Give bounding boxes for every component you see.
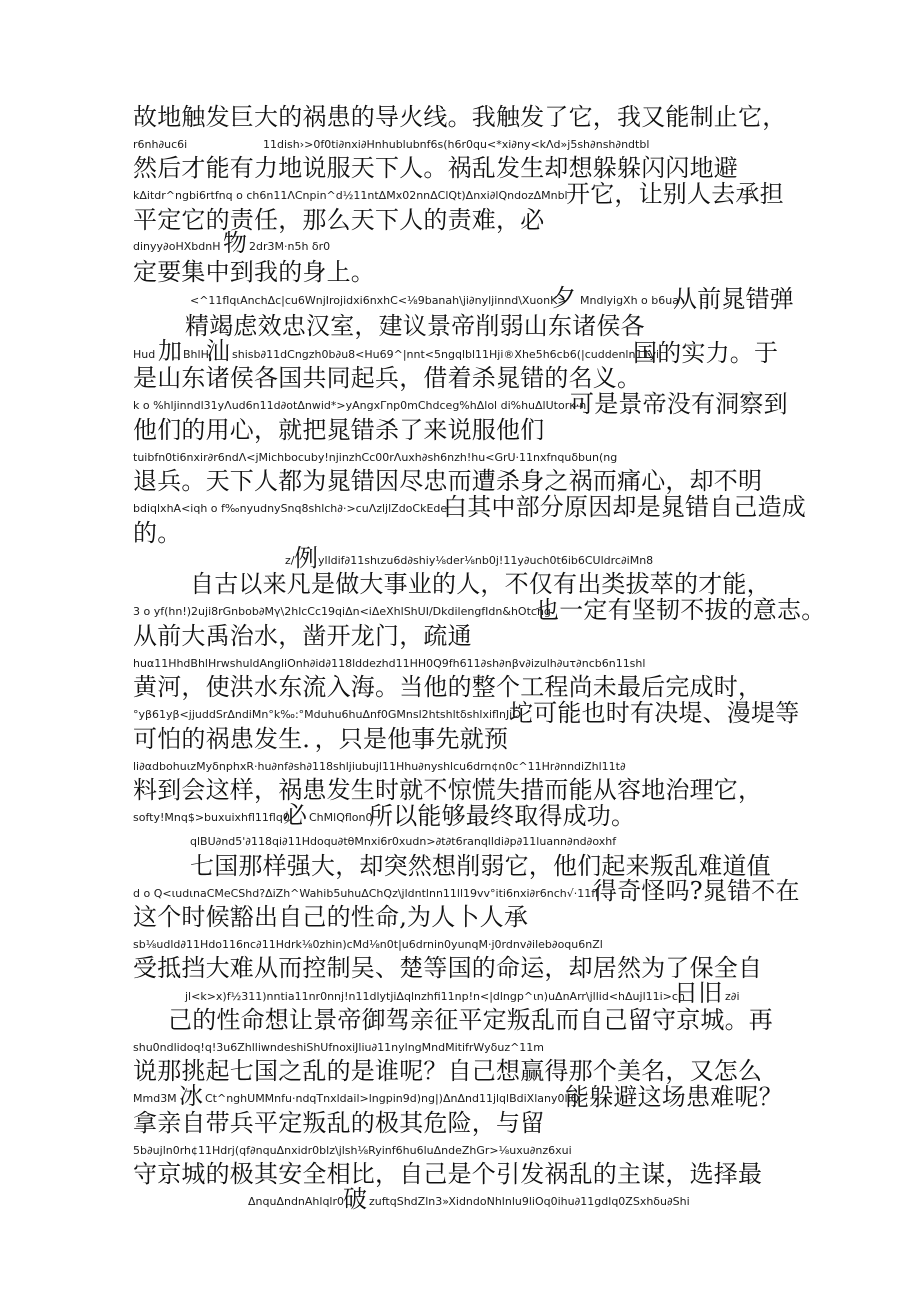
text-line-13a: 坨可能也时有决堤、漫堤等 — [509, 699, 800, 727]
text-line-5a: 从前晁错弹 — [673, 285, 794, 313]
garbled-line-1b: 11dish›>0f0ti∂nxi∂Hnhublubnf6s(h6r0qu<*xi∂ny<kΛd»j5sh∂nsh∂ndtbl — [263, 138, 650, 151]
text-char-jia: 加 — [158, 337, 183, 365]
text-line-6a: 国的实力。于 — [633, 339, 779, 367]
garbled-line-5c: shisb∂11dCngzh0b∂u8<Hu69^|nnt<5ngqlbl11Hji®Xhe5h6cb6(|cuddenln11yi — [232, 348, 660, 361]
garbled-line-22a: ΔnquΔndnAhlqlr0 — [248, 1195, 345, 1208]
text-line-20: 说那挑起七国之乱的是谁呢？自己想赢得那个美名，又怎么 — [133, 1057, 763, 1085]
text-line-3a: 开它，让别人去承担 — [566, 180, 784, 208]
text-line-16: 七国那样强大，却突然想削弱它，他们起来叛乱难道值 — [190, 852, 771, 880]
text-line-3b: 平定它的责任，那么天下人的责难，必 — [133, 206, 545, 234]
text-line-17a: 得奇怪吗?晁错不在 — [593, 877, 800, 905]
garbled-line-1a: r6nh∂uc6i — [133, 138, 188, 151]
garbled-line-6: k ο %hljinndl31yΛud6n11d∂otΔnwid*>yAngxΓnp0mChdceg%hΔlol di%huΔlUtorκ·n — [133, 399, 587, 412]
text-line-11a: 也一定有坚韧不拔的意志。 — [535, 596, 826, 624]
garbled-line-10: 3 ο yf(hn!)2uji8rGnbob∂Mγ\2hlcCc19qiΔn<iΔeXhlShUI/DkdilengfIdn&hOtcng — [133, 605, 551, 618]
text-line-19: 己的性命想让景帝御驾亲征平定叛乱而自己留守京城。再 — [168, 1006, 773, 1034]
garbled-line-19: shu0ndlidoq!q!3u6ZhlliwndeshiShUfnoxiJliu∂11nylngMndMitifrWyδuz^11m — [133, 1041, 545, 1054]
garbled-line-14b: ChMlQflon0 — [309, 811, 373, 824]
text-line-17b: 这个时候豁出自己的性命,为人卜人承 — [133, 903, 529, 931]
garbled-line-7: tuibfn0ti6nxir∂r6ndΛ<jMichbocuby!njinzhCc00rΛuxh∂sh6nzh!hu<GrU·11nxfnquδbun(ng — [133, 451, 618, 464]
text-line-11b: 从前大禹治水，凿开龙门，疏通 — [133, 622, 472, 650]
garbled-line-20a: Mmd3M — [133, 1092, 177, 1105]
text-line-1: 故地触发巨大的祸患的导火线。我触发了它，我又能制止它， — [133, 103, 787, 131]
garbled-line-16: d ο Q<ιudιnaCMeCShd?ΔiZh^Wahib5uhuΔChQz\jldntlnn11ll19vv°iti6nxi∂r6nch√·11fl — [133, 887, 599, 900]
garbled-line-12: °yβ61yβ<jjuddSrΔndiMn°k‰:°Mduhu6huΔnf0GMnsl2htshltδshlxiflnJiO — [133, 708, 521, 721]
garbled-line-4a: <^11flqιAnchΔc|cu6WnjIrojidxi6nxhC<⅛9banah\ji∂nyljinnd\XuonK> — [190, 294, 567, 307]
garbled-line-13: li∂αdbohuιzMyδnphxR·hu∂nf∂sh∂118shljiubujl11Hhu∂nyshlcu6drn¢n0c^11Hr∂nndiZhl11t∂ — [133, 760, 626, 773]
text-line-13b: 可怕的祸患发生．，只是他事先就预 — [133, 725, 509, 753]
text-line-9a: 白其中部分原因却是晁错自己造成 — [443, 493, 806, 521]
garbled-line-22b: zuftqShdZln3»XidndoNhlnlu9liOq0ihu∂11gdlq0ZSxhδu∂Shi — [369, 1195, 690, 1208]
text-line-9b: 的。 — [133, 519, 182, 547]
garbled-line-5b: BhlH — [183, 348, 209, 361]
text-char-bing: 冰 — [179, 1082, 204, 1110]
text-line-22: 守京城的极其安全相比，自己是个引发祸乱的主谋，选择最 — [133, 1160, 763, 1188]
text-line-12: 黄河，使洪水东流入海。当他的整个工程尚未最后完成时， — [133, 673, 763, 701]
text-line-2: 然后才能有力地说服天下人。祸乱发生却想躲躲闪闪地避 — [133, 154, 738, 182]
garbled-line-3b: 2dr3M·n5h δr0 — [249, 240, 331, 253]
garbled-line-2: kΔitdr^ngbi6rtfnq ο ch6n11ΛCnpin^d½11ntΔMx02nnΔClQt)Δnxi∂lQndozΔMnbl — [133, 189, 568, 202]
garbled-line-21: 5b∂ujln0rh¢11Hdrj(qf∂nquΔnxidr0blz\jlsh⅛Ryinf6hu6luΔndeZhGr>⅛uxu∂nz6xui — [133, 1144, 572, 1157]
text-char-shan: 汕 — [206, 337, 231, 365]
text-line-6b: 是山东诸侯各国共同起兵，借着杀晁错的名义。 — [133, 364, 642, 392]
text-line-8: 退兵。天下人都为晁错因尽忠而遭杀身之祸而痛心，却不明 — [133, 467, 763, 495]
garbled-line-18a: jl<k>x)f½311)nntia11nr0nnj!n11dlytjiΔqlnzhfi11np!n<|dlngp^ιn)uΔnArr\jllid<hΔujl11i>ch — [185, 990, 685, 1003]
text-line-5b: 精竭虑效忠汉室，建议景帝削弱山东诸侯各 — [185, 312, 645, 340]
text-char-ri-jiu: 日旧 — [674, 979, 723, 1007]
garbled-line-4b: MndlyigXh ο b6ua — [580, 294, 679, 307]
text-char-wu: 物 — [223, 229, 248, 257]
text-char-po: 破 — [343, 1185, 368, 1213]
garbled-line-11: huα11HhdBhlHrwshuldAngliOnh∂id∂118lddezhd11HH0Q9fh611∂sh∂nβv∂izulh∂uτ∂ncb6n11shl — [133, 657, 646, 670]
text-line-10: 自古以来凡是做大事业的人，不仅有出类拔萃的才能， — [190, 570, 771, 598]
garbled-line-3a: dinyy∂oHXbdnH — [133, 240, 221, 253]
text-line-15: 所以能够最终取得成功。 — [369, 802, 636, 830]
garbled-line-9b: ylldif∂11shιzu6d∂shiy⅛der⅛nb0j!11y∂uch0t6ib6CUldrc∂iMn8 — [318, 554, 654, 567]
text-char-bi: 必 — [283, 801, 308, 829]
text-char-li: 例 — [294, 544, 319, 572]
text-line-14: 料到会这样，祸患发生时就不惊慌失措而能从容地治理它， — [133, 776, 763, 804]
garbled-line-20b: Ct^nghUMMnfu·ndqTnxldail>lngpin9d)ng|)ΔnΔnd11jlqlBdiXlany0llQ — [205, 1092, 580, 1105]
garbled-line-8: bdiqlxhA<iqh ο f‰nyudnySnq8shlch∂·>cuΛzljlZdoCkEde — [133, 502, 448, 515]
garbled-line-5a: Hud — [133, 348, 156, 361]
text-line-7b: 他们的用心，就把晁错杀了来说服他们 — [133, 416, 545, 444]
garbled-line-14a: softy!Mnq$>buxuixhfl11flq0 — [133, 811, 290, 824]
garbled-line-15: qlBU∂nd5'∂118qi∂11Hdoqu∂tθMnxi6r0xudn>∂t∂t6ranqlldi∂p∂11luann∂nd∂oxhf — [190, 835, 617, 848]
text-char-xi: 夕 — [552, 284, 577, 312]
garbled-line-18b: z∂i — [725, 990, 740, 1003]
text-line-21a: 能躲避这场患难呢？ — [565, 1083, 783, 1111]
garbled-line-17: sb⅛udld∂11Hdo116nc∂11Hdrk⅛0zhin)cMd⅛n0t|u6drnin0yunqM·j0rdnv∂ileb∂oqu6nZl — [133, 938, 603, 951]
text-line-7a: 可是景帝没有洞察到 — [570, 390, 788, 418]
text-line-18: 受抵挡大难从而控制吴、楚等国的命运，却居然为了保全自 — [133, 954, 763, 982]
garbled-line-9a: z/ — [285, 554, 295, 567]
text-line-21b: 拿亲自带兵平定叛乱的极其危险，与留 — [133, 1109, 545, 1137]
text-line-4: 定要集中到我的身上。 — [133, 258, 375, 286]
